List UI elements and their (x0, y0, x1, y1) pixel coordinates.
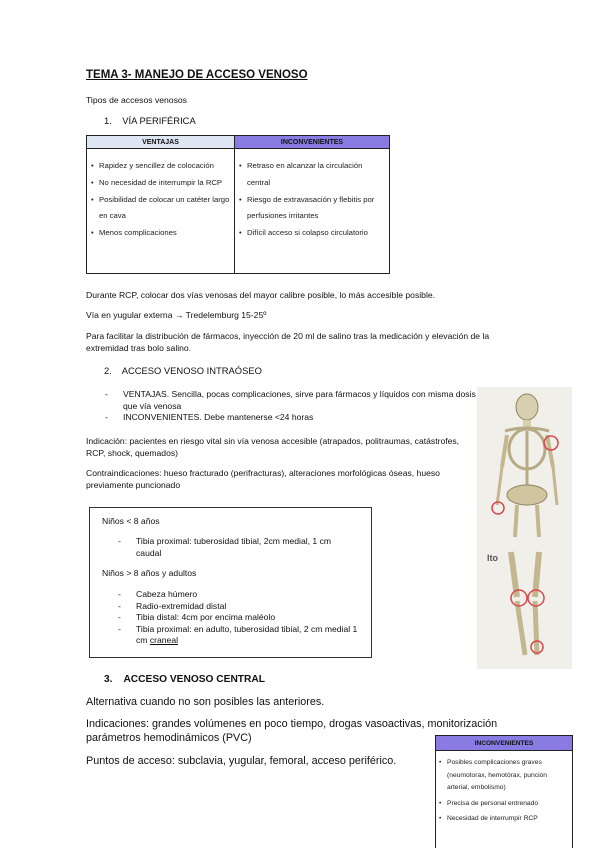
central-inconvenientes-list (436, 751, 573, 848)
peripheral-pros-cons-table (86, 135, 390, 274)
inconvenientes-list (235, 149, 390, 274)
section-1-label: VÍA PERIFÉRICA (122, 115, 196, 126)
list-item: - Radio-extremidad distal (118, 600, 227, 611)
figure-label: lto (487, 553, 498, 563)
central-inconvenientes-table (435, 735, 573, 848)
ninos-menor-heading: Niños < 8 años (102, 516, 160, 526)
list-item: • Rapidez y sencillez de colocación (91, 161, 214, 170)
list-item: • Posibles complicaciones graves (neumotorax, hemotórax, punción arterial, embolismo) (439, 759, 547, 792)
list-item: - Cabeza húmero (118, 589, 198, 599)
section-3-label: ACCESO VENOSO CENTRAL (123, 674, 265, 685)
section-2-number: 2. (104, 365, 112, 376)
list-item: • Posibilidad de colocar un catéter largo en cava (91, 194, 230, 221)
subtitle: Tipos de accesos venosos (86, 95, 187, 105)
rcp-note: Durante RCP, colocar dos vías venosas del mayor calibre posible, lo más accesible posible. (86, 290, 436, 300)
alternativa-text: Alternativa cuando no son posibles las anteriores. (86, 696, 325, 708)
skeleton-figure (477, 387, 572, 669)
ventajas-list (87, 149, 235, 274)
ninos-mayor-heading: Niños > 8 años y adultos (102, 568, 197, 578)
inconvenientes-header: INCONVENIENTES (235, 136, 390, 149)
indicacion-text: Indicación: pacientes en riesgo vital sin vía venosa accesible (atrapados, politraumas, catástrofes, RCP, shock, quemados) (86, 436, 460, 458)
section-3-number: 3. (104, 674, 113, 685)
ventajas-header: VENTAJAS (87, 136, 235, 149)
page-title: TEMA 3- MANEJO DE ACCESO VENOSO (86, 69, 308, 81)
list-item: - INCONVENIENTES. Debe mantenerse <24 horas (105, 412, 314, 422)
list-item: - Tibia distal: 4cm por encima maléolo (118, 612, 276, 622)
section-3-heading (104, 674, 265, 685)
list-item: - Tibia proximal: tuberosidad tibial, 2cm medial, 1 cm caudal (118, 536, 332, 558)
puntos-acceso-text: Puntos de acceso: subclavia, yugular, femoral, acceso periférico. (86, 755, 397, 767)
intraosseous-list (105, 389, 485, 424)
list-item: • Precisa de personal entrenado (439, 799, 539, 807)
indicaciones-text: Indicaciones: grandes volúmenes en poco tiempo, drogas vasoactivas, monitorización parámetros hemodinámicos (PVC) (86, 718, 498, 744)
list-item: - Tibia proximal: en adulto, tuberosidad tibial, 2 cm medial 1 cm craneal (118, 623, 358, 645)
section-2-heading (104, 365, 262, 378)
drug-distribution-note: Para facilitar la distribución de fármacos, inyección de 20 ml de salino tras la medicación y elevación de la extremidad tras bolo salino. (86, 331, 490, 353)
list-item: • No necesidad de interrumpir la RCP (91, 177, 223, 187)
ninos-mayor-list (118, 589, 363, 647)
skeleton-illustration (477, 387, 572, 669)
list-item: • Necesidad de interrumpir RCP (439, 815, 538, 823)
list-item: • Menos complicaciones (91, 228, 177, 238)
list-item: • Riesgo de extravasación y flebitis por perfusiones irritantes (239, 194, 375, 221)
central-inconvenientes-header: INCONVENIENTES (436, 736, 573, 751)
list-item: • Difícil acceso si colapso circulatorio (239, 228, 368, 238)
section-1-number: 1. (104, 115, 112, 126)
underlined-word: craneal (149, 635, 179, 645)
contraindicaciones-text: Contraindicaciones: hueso fracturado (perifracturas), alteraciones morfológicas óseas, hueso previamente puncionado (86, 468, 440, 490)
list-item: • Retraso en alcanzar la circulación central (239, 161, 363, 187)
ninos-menor-list (118, 536, 358, 559)
yugular-note: Vía en yugular externa → Tredelemburg 15-25º (86, 310, 267, 320)
list-item: - VENTAJAS. Sencilla, pocas complicaciones, sirve para fármacos y líquidos con misma dosis que vía venosa (105, 389, 476, 411)
puncture-sites-box (89, 507, 372, 658)
section-1-heading (104, 115, 196, 128)
section-2-label: ACCESO VENOSO INTRAÓSEO (121, 365, 262, 376)
